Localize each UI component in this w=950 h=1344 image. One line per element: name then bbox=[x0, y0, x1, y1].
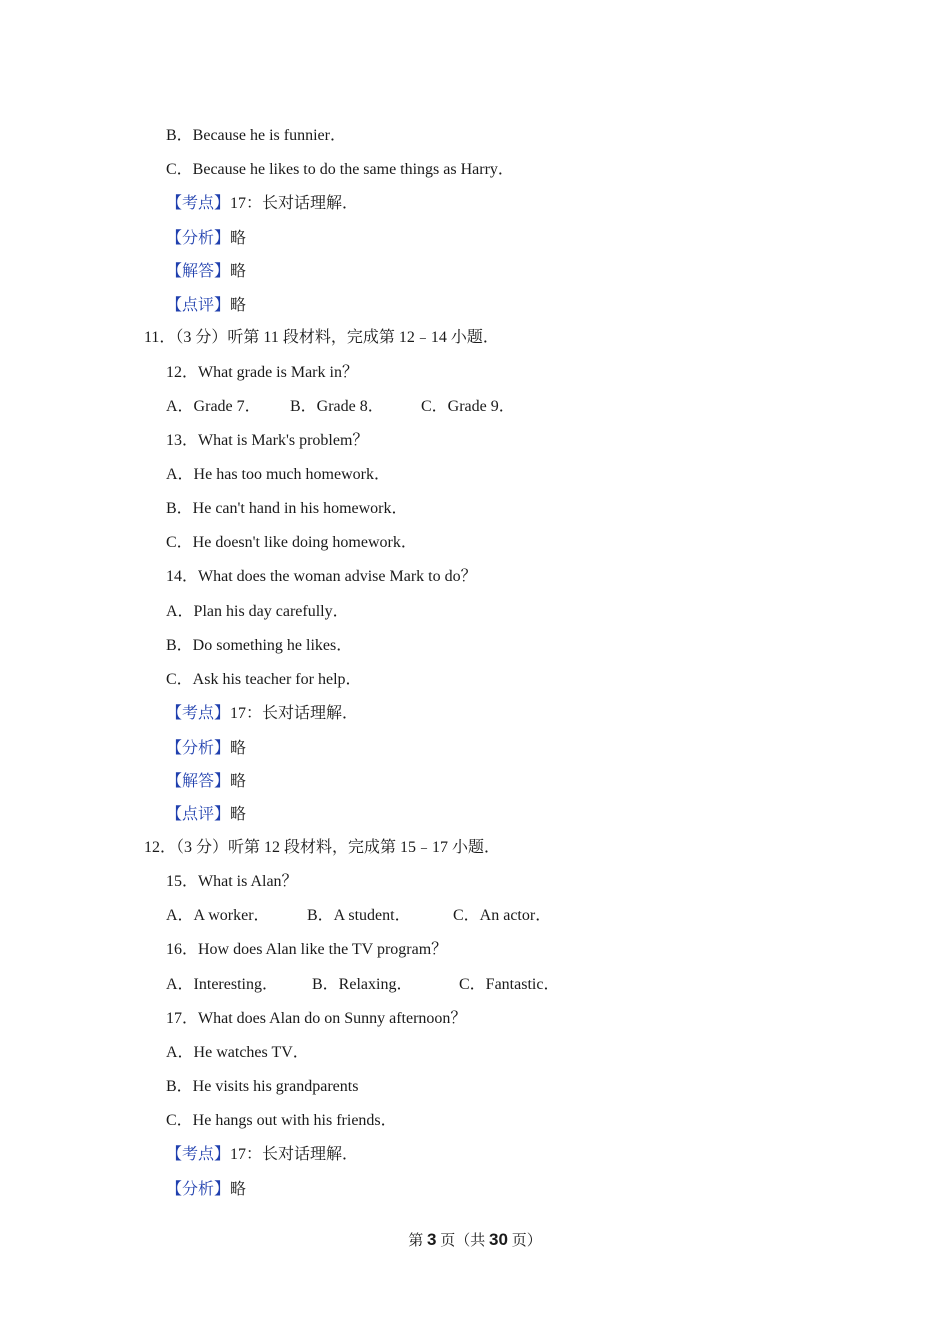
answer-option: C．An actor． bbox=[453, 907, 552, 924]
text-line: B．Because he is funnier． bbox=[166, 127, 346, 144]
section-text: 17：长对话理解． bbox=[230, 1146, 359, 1163]
answer-option: A．Interesting． bbox=[166, 976, 278, 993]
answer-option: B．Relaxing． bbox=[312, 976, 413, 993]
section-tag: 【解答】 bbox=[166, 773, 231, 790]
analysis-line bbox=[166, 194, 358, 214]
analysis-line bbox=[166, 1145, 358, 1165]
question-heading: 11．（3 分）听第 11 段材料，完成第 12﹣14 小题． bbox=[144, 329, 499, 346]
section-tag: 【分析】 bbox=[166, 230, 231, 247]
section-tag: 【考点】 bbox=[166, 705, 231, 722]
question-heading: 12．（3 分）听第 12 段材料，完成第 15﹣17 小题． bbox=[144, 839, 501, 856]
analysis-line bbox=[166, 296, 246, 316]
analysis-line bbox=[166, 229, 246, 249]
section-text: 略 bbox=[230, 230, 247, 247]
section-tag: 【点评】 bbox=[166, 806, 231, 823]
answer-option: B．A student． bbox=[307, 907, 411, 924]
analysis-line bbox=[166, 1180, 246, 1200]
text-line: B．Do something he likes． bbox=[166, 637, 353, 654]
text-line: 16．How does Alan like the TV program？ bbox=[166, 941, 448, 958]
text-line: B．He visits his grandparents bbox=[166, 1078, 359, 1095]
text-line: C．He hangs out with his friends． bbox=[166, 1112, 397, 1129]
text-line: A．He has too much homework． bbox=[166, 466, 390, 483]
footer-middle: 页（共 bbox=[440, 1233, 486, 1249]
section-text: 17：长对话理解． bbox=[230, 705, 359, 722]
text-line: 14．What does the woman advise Mark to do？ bbox=[166, 568, 477, 585]
analysis-line bbox=[166, 739, 246, 759]
section-text: 17：长对话理解． bbox=[230, 195, 359, 212]
section-text: 略 bbox=[230, 297, 247, 314]
text-line: 15．What is Alan？ bbox=[166, 873, 298, 890]
text-line: B．He can't hand in his homework． bbox=[166, 500, 408, 517]
section-tag: 【解答】 bbox=[166, 263, 231, 280]
section-tag: 【分析】 bbox=[166, 740, 231, 757]
footer-prefix: 第 bbox=[408, 1233, 424, 1249]
text-line: C．Because he likes to do the same things as Harry． bbox=[166, 161, 514, 178]
text-line: 12．What grade is Mark in？ bbox=[166, 364, 358, 381]
page-footer bbox=[0, 1229, 950, 1250]
text-line: C．Ask his teacher for help． bbox=[166, 671, 362, 688]
section-text: 略 bbox=[230, 263, 247, 280]
total-pages-number: 30 bbox=[489, 1230, 508, 1249]
analysis-line bbox=[166, 262, 246, 282]
section-text: 略 bbox=[230, 806, 247, 823]
current-page-number: 3 bbox=[427, 1230, 437, 1249]
text-line: A．He watches TV． bbox=[166, 1044, 309, 1061]
text-line: A．Plan his day carefully． bbox=[166, 603, 349, 620]
section-tag: 【考点】 bbox=[166, 1146, 231, 1163]
analysis-line bbox=[166, 805, 246, 825]
answer-option: C．Fantastic． bbox=[459, 976, 560, 993]
answer-option: A．Grade 7． bbox=[166, 398, 261, 415]
section-text: 略 bbox=[230, 773, 247, 790]
footer-suffix: 页） bbox=[511, 1233, 542, 1249]
section-tag: 【点评】 bbox=[166, 297, 231, 314]
section-tag: 【分析】 bbox=[166, 1181, 231, 1198]
text-line: 13．What is Mark's problem？ bbox=[166, 432, 369, 449]
answer-option: B．Grade 8． bbox=[290, 398, 384, 415]
answer-option: C．Grade 9． bbox=[421, 398, 515, 415]
analysis-line bbox=[166, 704, 358, 724]
text-line: C．He doesn't like doing homework． bbox=[166, 534, 417, 551]
section-text: 略 bbox=[230, 1181, 247, 1198]
section-tag: 【考点】 bbox=[166, 195, 231, 212]
answer-option: A．A worker． bbox=[166, 907, 270, 924]
text-line: 17．What does Alan do on Sunny afternoon？ bbox=[166, 1010, 467, 1027]
section-text: 略 bbox=[230, 740, 247, 757]
analysis-line bbox=[166, 772, 246, 792]
